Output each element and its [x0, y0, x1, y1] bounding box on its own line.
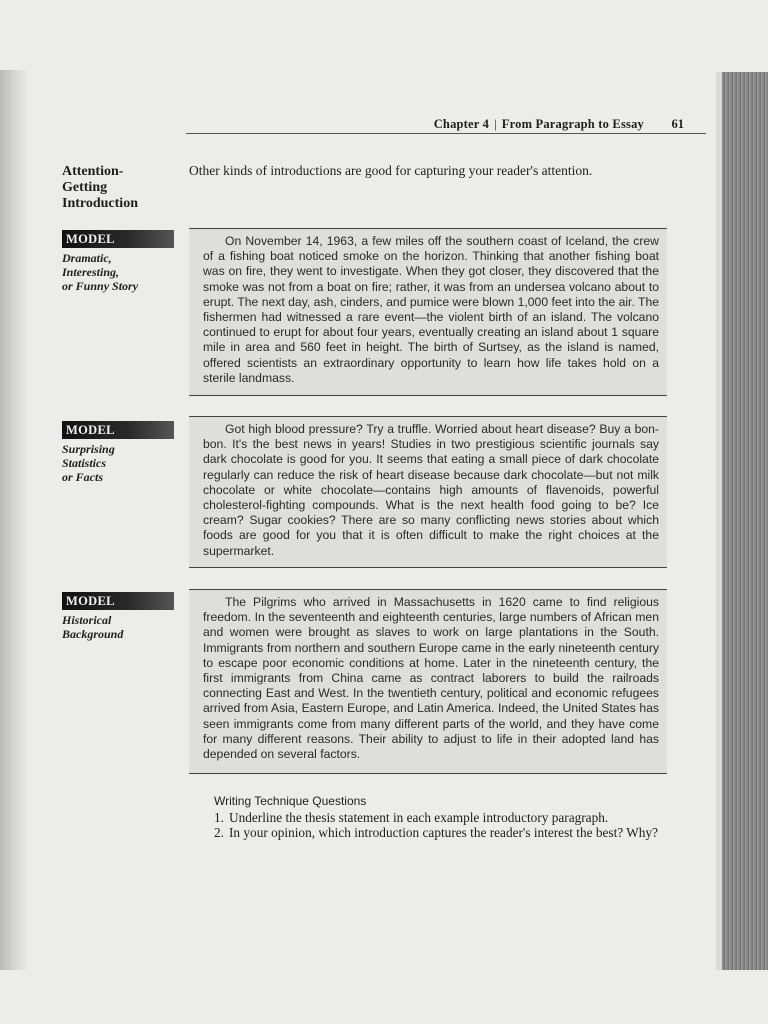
model-caption-line: Dramatic, — [62, 251, 112, 265]
questions-heading: Writing Technique Questions — [214, 794, 367, 808]
model-badge: MODEL — [62, 230, 174, 248]
model-caption-line: Background — [62, 627, 124, 641]
model-caption — [62, 442, 174, 484]
section-title-line: Introduction — [62, 196, 138, 211]
model-tag — [62, 421, 174, 484]
chapter-heading — [434, 117, 644, 132]
book-spine — [716, 72, 768, 970]
model-tag — [62, 592, 174, 641]
running-header — [0, 117, 706, 133]
passage-text: The Pilgrims who arrived in Massachusetts in 1620 came to find religious freedom. In the seventeenth and eighteenth centuries, large numbers of African men and women were brought as slaves to work on large plantations in the South. Immigrants from northern and southern Europe came in the early nineteenth century to escape poor economic conditions at home. Later in the nineteenth century, the first immigrants from China came as contract laborers to build the railroads connecting East and West. In the twentieth century, political and economic refugees arrived from Asia, Eastern Europe, and Latin America. Indeed, the United States has seen immigrants come from many different parts of the world, and they have come for many different reasons. Their ability to adjust to life in their adopted land has depended on several factors. — [203, 595, 659, 762]
section-intro: Other kinds of introductions are good for capturing your reader's attention. — [189, 163, 593, 178]
chapter-label: Chapter 4 — [433, 117, 490, 131]
model-caption-line: Statistics — [62, 456, 107, 470]
passage-text: On November 14, 1963, a few miles off the southern coast of Iceland, the crew of a fishing boat noticed smoke on the horizon. Thinking that another fishing boat was on fire, they went to investigate. When they got closer, they discovered that the smoke was not from a boat on fire; rather, it was from an undersea volcano about to erupt. The next day, ash, cinders, and pumice were blown 1,000 feet into the air. The fishermen had witnessed a rare event—the violent birth of an island. The volcano continued to erupt for about four years, eventually creating an island about 1 square mile in area and 560 feet in height. The birth of Surtsey, as the island is named, offered scientists an extraordinary opportunity to learn how life takes hold on a sterile landmass. — [203, 234, 659, 385]
question-item — [214, 825, 664, 840]
model-passage-history — [189, 589, 667, 774]
section-title — [62, 164, 182, 212]
writing-technique-questions — [214, 794, 664, 840]
model-caption-line: Interesting, — [62, 265, 120, 279]
questions-list — [214, 810, 664, 840]
question-text: Underline the thesis statement in each example introductory paragraph. — [229, 810, 609, 825]
model-caption — [62, 251, 174, 293]
model-badge: MODEL — [62, 592, 174, 610]
model-passage-statistics — [189, 416, 667, 568]
page-left-edge-shadow — [0, 70, 28, 970]
question-number: 2. — [214, 825, 224, 840]
header-rule — [186, 133, 706, 134]
question-number: 1. — [214, 810, 224, 825]
model-caption-line: or Funny Story — [62, 279, 139, 293]
header-separator: | — [494, 117, 497, 131]
question-text: In your opinion, which introduction captures the reader's interest the best? Why? — [229, 825, 658, 840]
model-caption — [62, 613, 174, 641]
model-caption-line: or Facts — [62, 470, 104, 484]
passage-text: Got high blood pressure? Try a truffle. Worried about heart disease? Buy a bon-bon. It's the best news in years! Studies in two prestigious scientific journals say dark chocolate is good for you. It seems that eating a small piece of dark chocolate regularly can reduce the risk of heart disease because dark chocolate—but not milk chocolate or white chocolate—contains high amounts of flavenoids, powerful cholesterol-fighting compounds. What is the next health food going to be? Ice cream? Sugar cookies? There are so many conflicting news stories about which foods are good for you that it is often difficult to make the right choices at the supermarket. — [203, 422, 659, 558]
model-badge: MODEL — [62, 421, 174, 439]
section-title-line: Attention- — [62, 164, 124, 179]
model-caption-line: Historical — [62, 613, 112, 627]
question-item — [214, 810, 664, 825]
chapter-title: From Paragraph to Essay — [501, 117, 644, 131]
model-caption-line: Surprising — [62, 442, 115, 456]
section-title-line: Getting — [62, 180, 108, 195]
model-tag — [62, 230, 174, 293]
model-passage-story — [189, 228, 667, 396]
page-number: 61 — [671, 117, 684, 131]
